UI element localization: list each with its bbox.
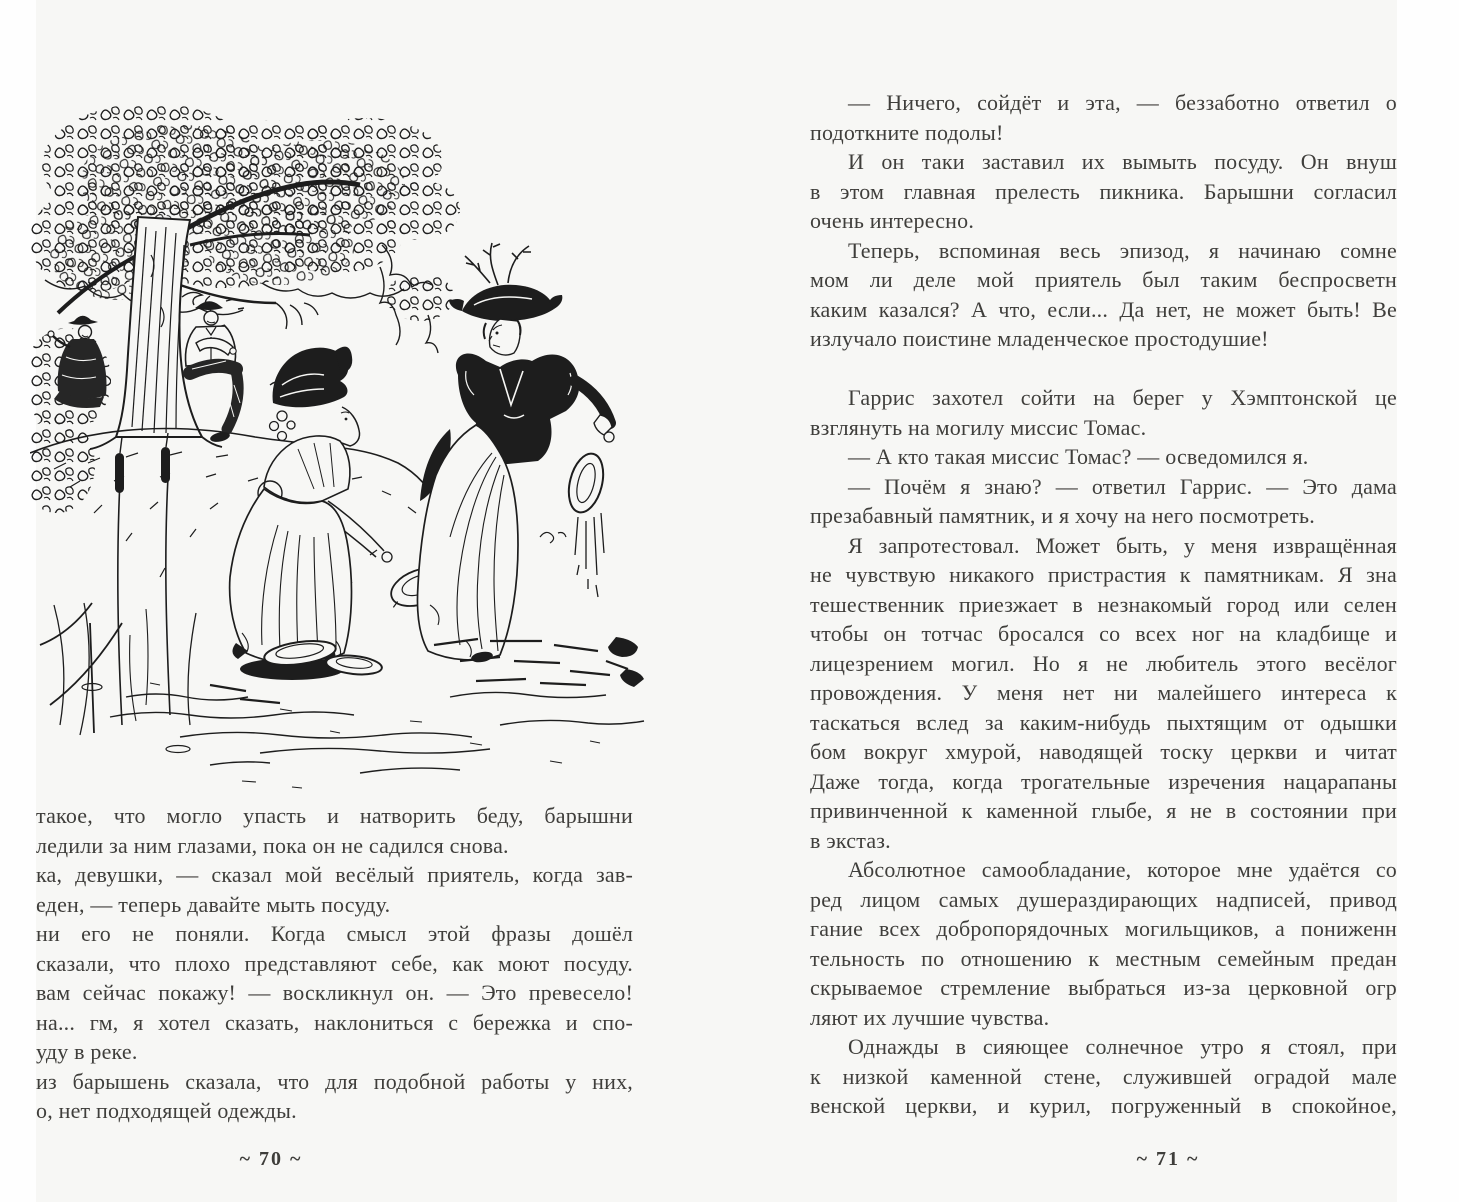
left-page-number: ~ 70 ~: [239, 1148, 303, 1170]
text-line: к низкой каменной стене, служившей оградой мале: [810, 1063, 1397, 1089]
text-line: взглянуть на могилу миссис Томас.: [810, 414, 1147, 440]
text-line: — Ничего, сойдёт и эта, — беззаботно ответил о: [848, 90, 1397, 115]
text-line: Однажды в сияющее солнечное утро я стоял, при: [848, 1034, 1397, 1059]
text-line: привинченной к каменной глыбе, я не в состоянии при: [810, 798, 1397, 823]
text-line: сказали, что плохо представляют себе, как моют посуду.: [36, 950, 633, 976]
crop-edge-right: [1397, 0, 1459, 1202]
text-line: очень интересно.: [810, 208, 975, 233]
left-page-text: [36, 801, 633, 1126]
text-line: из барышень сказала, что для подобной работы у них,: [36, 1068, 633, 1094]
text-line: не чувствую никакого пристрастия к памятникам. Я зна: [810, 562, 1397, 587]
text-line: тешественник приезжает в незнакомый город или селен: [810, 591, 1397, 617]
text-line: чтобы он тотчас бросался со всех ног на кладбище и: [810, 621, 1397, 646]
text-line: ка, девушки, — сказал мой весёлый приятель, когда зав-: [36, 862, 633, 887]
text-line: гание всех добропорядочных могильщиков, а пониженн: [810, 916, 1397, 941]
text-line: таскаться вслед за каким-нибудь пыхтящим от одышки: [810, 709, 1397, 735]
text-line: И он таки заставил их вымыть посуду. Он внуш: [848, 149, 1397, 174]
text-line: венской церкви, и курил, погруженный в спокойное,: [810, 1093, 1397, 1118]
text-line: вам сейчас покажу! — воскликнул он. — Это превесело!: [36, 980, 633, 1005]
text-line: подоткните подолы!: [810, 119, 1004, 145]
text-line: мом ли деле мой приятель был таким беспросветн: [810, 267, 1397, 292]
text-line: еден, — теперь давайте мыть посуду.: [36, 891, 391, 917]
text-line: излучало поистине младенческое простодушие!: [810, 326, 1269, 351]
text-line: Гаррис захотел сойти на берег у Хэмптонской це: [848, 385, 1397, 410]
text-line: на... гм, я хотел сказать, наклониться с бережка и спо-: [36, 1009, 633, 1035]
text-line: презабавный памятник, и я хочу на него посмотреть.: [810, 503, 1315, 528]
right-page-text: [810, 88, 1397, 1121]
text-line: ред лицом самых душераздирающих надписей, привод: [810, 886, 1397, 912]
tree-foliage: [30, 103, 460, 513]
text-line: Теперь, вспоминая весь эпизод, я начинаю сомне: [848, 237, 1397, 263]
text-line: бом вокруг хмурой, наводящей тоску церкви и читат: [810, 739, 1397, 764]
text-line: Абсолютное самообладание, которое мне удаётся со: [848, 857, 1397, 882]
text-line: о, нет подходящей одежды.: [36, 1098, 297, 1123]
text-line: каким казался? А что, если... Да нет, не может быть! Ве: [810, 296, 1397, 322]
text-line: провождения. У меня нет ни малейшего интереса к: [810, 680, 1397, 705]
text-line: в экстаз.: [810, 827, 891, 853]
text-line: ледили за ним глазами, пока он не садился снова.: [36, 832, 509, 858]
blank-line: [810, 354, 1397, 384]
text-line: скрываемое стремление выбраться из-за церковной огр: [810, 975, 1397, 1000]
text-line: лицезрением могил. Но я не любитель этого весёлог: [810, 650, 1397, 676]
text-line: уду в реке.: [36, 1039, 138, 1064]
illustration-picnic-dishwashing: [30, 85, 660, 795]
text-line: тельность по отношению к местным семейным предан: [810, 945, 1397, 971]
text-line: ни его не поняли. Когда смысл этой фразы дошёл: [36, 921, 633, 946]
text-line: в этом главная прелесть пикника. Барышни согласил: [810, 178, 1397, 204]
text-line: ляют их лучшие чувства.: [810, 1004, 1050, 1030]
text-line: Я запротестовал. Может быть, у меня извращённая: [848, 532, 1397, 558]
text-line: — А кто такая миссис Томас? — осведомился я.: [848, 444, 1309, 469]
text-line: такое, что могло упасть и натворить беду, барышни: [36, 803, 633, 828]
right-page-number: ~ 71 ~: [1136, 1148, 1200, 1170]
text-line: — Почём я знаю? — ответил Гаррис. — Это дама: [848, 473, 1397, 499]
text-line: Даже тогда, когда трогательные изречения нацарапаны: [810, 768, 1397, 794]
